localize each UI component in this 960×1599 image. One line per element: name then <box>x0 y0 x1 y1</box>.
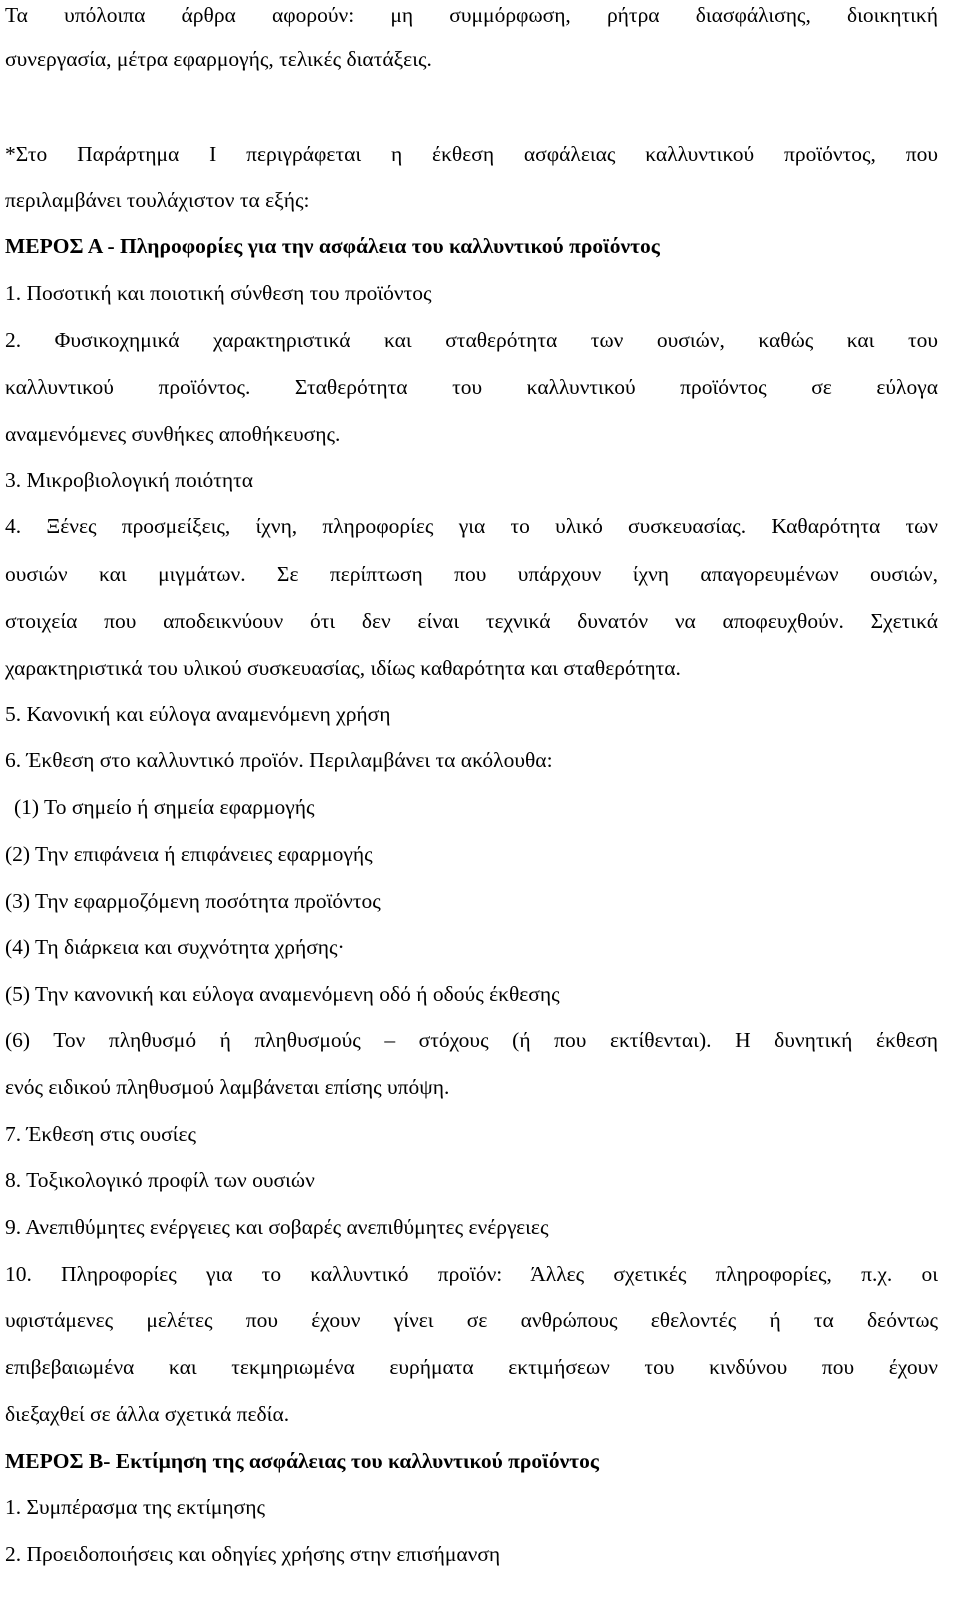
paragraph-line: αναμενόμενες συνθήκες αποθήκευσης. <box>5 422 341 446</box>
paragraph-line: *Στο Παράρτημα Ι περιγράφεται η έκθεση ασφάλειας καλλυντικού προϊόντος, που <box>5 142 938 166</box>
sub-list-item: (4) Τη διάρκεια και συχνότητα χρήσης· <box>5 935 345 959</box>
list-item: 9. Ανεπιθύμητες ενέργειες και σοβαρές ανεπιθύμητες ενέργειες <box>5 1215 549 1239</box>
paragraph-line: διεξαχθεί σε άλλα σχετικά πεδία. <box>5 1402 290 1426</box>
list-item: 10. Πληροφορίες για το καλλυντικό προϊόν: Άλλες σχετικές πληροφορίες, π.χ. οι <box>5 1262 938 1286</box>
paragraph-line: ουσιών και μιγμάτων. Σε περίπτωση που υπάρχουν ίχνη απαγορευμένων ουσιών, <box>5 562 938 586</box>
sub-list-item: (3) Την εφαρμοζόμενη ποσότητα προϊόντος <box>5 889 381 913</box>
list-item: 2. Φυσικοχημικά χαρακτηριστικά και σταθερότητα των ουσιών, καθώς και του <box>5 328 938 352</box>
sub-list-item: (5) Την κανονική και εύλογα αναμενόμενη οδό ή οδούς έκθεσης <box>5 982 560 1006</box>
paragraph-line: επιβεβαιωμένα και τεκμηριωμένα ευρήματα εκτιμήσεων του κινδύνου που έχουν <box>5 1355 938 1379</box>
paragraph-line: Τα υπόλοιπα άρθρα αφορούν: μη συμμόρφωση, ρήτρα διασφάλισης, διοικητική <box>5 3 938 27</box>
paragraph-line: συνεργασία, μέτρα εφαρμογής, τελικές διατάξεις. <box>5 47 432 71</box>
list-item: 7. Έκθεση στις ουσίες <box>5 1122 197 1146</box>
paragraph-line: υφιστάμενες μελέτες που έχουν γίνει σε ανθρώπους εθελοντές ή τα δεόντως <box>5 1308 938 1332</box>
sub-list-item: (2) Την επιφάνεια ή επιφάνειες εφαρμογής <box>5 842 373 866</box>
list-item: 1. Συμπέρασμα της εκτίμησης <box>5 1495 265 1519</box>
sub-list-item: (6) Τον πληθυσμό ή πληθυσμούς – στόχους (ή που εκτίθενται). Η δυνητική έκθεση <box>5 1028 938 1052</box>
list-item: 2. Προειδοποιήσεις και οδηγίες χρήσης στην επισήμανση <box>5 1542 501 1566</box>
section-heading-part-b: ΜΕΡΟΣ Β- Εκτίμηση της ασφάλειας του καλλυντικού προϊόντος <box>5 1449 599 1473</box>
list-item: 4. Ξένες προσμείξεις, ίχνη, πληροφορίες για το υλικό συσκευασίας. Καθαρότητα των <box>5 514 938 538</box>
section-heading-part-a: ΜΕΡΟΣ Α - Πληροφορίες για την ασφάλεια του καλλυντικού προϊόντος <box>5 234 660 258</box>
list-item: 6. Έκθεση στο καλλυντικό προϊόν. Περιλαμβάνει τα ακόλουθα: <box>5 748 553 772</box>
list-item: 5. Κανονική και εύλογα αναμενόμενη χρήση <box>5 702 391 726</box>
sub-list-item: (1) Το σημείο ή σημεία εφαρμογής <box>14 795 315 819</box>
list-item: 3. Μικροβιολογική ποιότητα <box>5 468 254 492</box>
paragraph-line: καλλυντικού προϊόντος. Σταθερότητα του καλλυντικού προϊόντος σε εύλογα <box>5 375 938 399</box>
paragraph-line: περιλαμβάνει τουλάχιστον τα εξής: <box>5 188 310 212</box>
list-item: 1. Ποσοτική και ποιοτική σύνθεση του προϊόντος <box>5 281 432 305</box>
paragraph-line: ενός ειδικού πληθυσμού λαμβάνεται επίσης υπόψη. <box>5 1075 450 1099</box>
paragraph-line: χαρακτηριστικά του υλικού συσκευασίας, ιδίως καθαρότητα και σταθερότητα. <box>5 656 681 680</box>
paragraph-line: στοιχεία που αποδεικνύουν ότι δεν είναι τεχνικά δυνατόν να αποφευχθούν. Σχετικά <box>5 609 938 633</box>
list-item: 8. Τοξικολογικό προφίλ των ουσιών <box>5 1168 315 1192</box>
